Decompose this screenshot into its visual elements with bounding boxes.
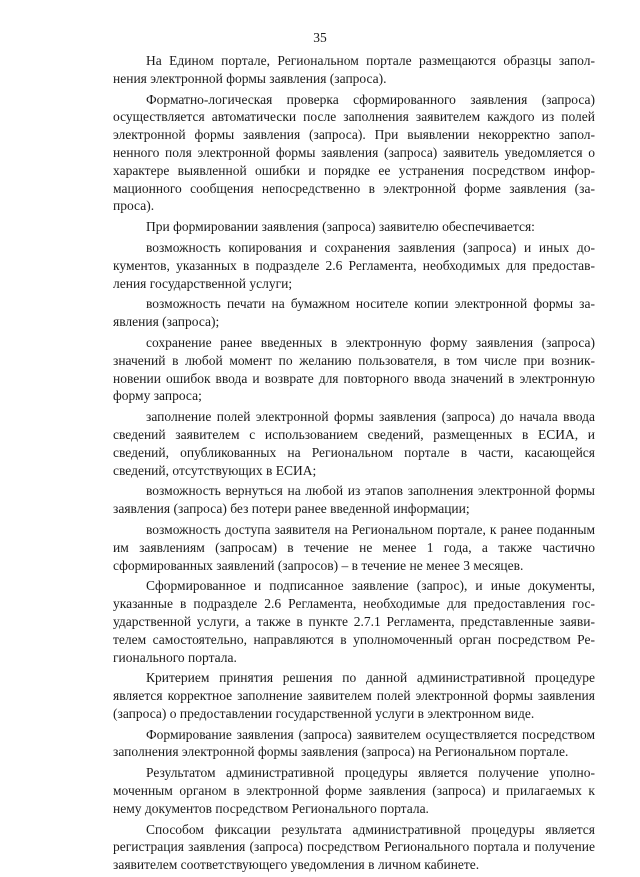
paragraph-copy-save: возможность копирования и сохранения заявления (запроса) и иных документов, указанных в подразделе 2.6 Регламента, необходимых для предоставления государственной услуги; — [113, 239, 595, 291]
page-number: 35 — [313, 30, 327, 45]
paragraph-access-history: возможность доступа заявителя на Региональном портале, к ранее поданным им заявлениям (запросам) в течение не менее 1 года, а также частично сформированных заявлений (запросов) – в течение не менее 3 месяцев. — [113, 521, 595, 573]
document-body — [113, 52, 595, 877]
paragraph-return-step: возможность вернуться на любой из этапов заполнения электронной формы заявления (запроса) без потери ранее введенной информации; — [113, 483, 595, 517]
paragraph-fixation-method: Способом фиксации результата административной процедуры является регистрация заявления (запроса) посредством Регионального портала и получение заявителем соответствующего уведомления в личном кабинете. — [113, 821, 595, 873]
paragraph-formation: Формирование заявления (запроса) заявителем осуществляется посредством заполнения электронной формы заявления (запроса) на Региональном портале. — [113, 726, 595, 760]
paragraph-format-check: Форматно-логическая проверка сформированного заявления (запроса) осуществляется автоматически после заполнения заявителем каждого из полей электронной формы заявления (запроса). При выявлении некорректно заполненного поля электронной формы заявления (запроса) заявитель уведомляется о характере выявленной ошибки и порядке ее устранения посредством информационного сообщения непосредственно в электронной форме заявления (запроса). — [113, 91, 595, 214]
paragraph-decision-criterion: Критерием принятия решения по данной административной процедуре является корректное заполнение заявителем полей электронной формы заявления (запроса) о предоставлении государственной услуги в электронном виде. — [113, 670, 595, 721]
paragraph-submission: Сформированное и подписанное заявление (запрос), и иные документы, указанные в подразделе 2.6 Регламента, необходимые для предоставления государственной услуги, а также в пункте 2.7.1 Регламента, представленные заявителем самостоятельно, направляются в уполномоченный орган посредством Регионального портала. — [113, 578, 595, 665]
paragraph-sample-forms: На Едином портале, Региональном портале размещаются образцы заполнения электронной формы заявления (запроса). — [113, 53, 595, 86]
paragraph-result: Результатом административной процедуры является получение уполномоченным органом в электронной форме заявления (запроса) и прилагаемых к нему документов посредством Регионального портала. — [113, 765, 595, 816]
paragraph-prefill: заполнение полей электронной формы заявления (запроса) до начала ввода сведений заявителем с использованием сведений, размещенных в ЕСИА, и сведений, опубликованных на Региональном портале в части, касающейся сведений, отсутствующих в ЕСИА; — [113, 409, 595, 478]
paragraph-print: возможность печати на бумажном носителе копии электронной формы заявления (запроса); — [113, 296, 595, 330]
paragraph-save-values: сохранение ранее введенных в электронную форму заявления (запроса) значений в любой момент по желанию пользователя, в том числе при возникновении ошибок ввода и возврате для повторного ввода значений в электронную форму запроса; — [113, 334, 595, 404]
paragraph-provisions-intro: При формировании заявления (запроса) заявителю обеспечивается: — [146, 219, 535, 235]
